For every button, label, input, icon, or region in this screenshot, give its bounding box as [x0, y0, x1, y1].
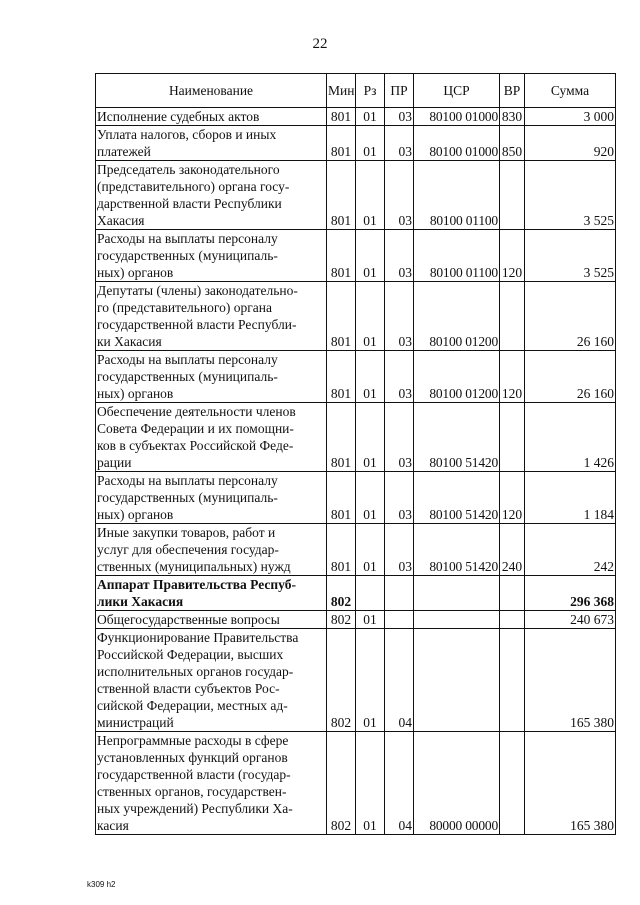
row-name-line: го (представительного) органа	[97, 300, 272, 315]
row-name	[96, 108, 327, 126]
row-name-line: дарственной власти Республики	[97, 196, 282, 211]
cell-sum: 240 673	[525, 611, 616, 629]
row-name-line: Расходы на выплаты персоналу	[97, 352, 278, 367]
row-name-line: исполнительных органов государ-	[97, 664, 294, 679]
header-min: Мин	[327, 74, 356, 108]
cell-rz: 01	[356, 611, 385, 629]
cell-vr	[500, 629, 525, 732]
cell-vr	[500, 611, 525, 629]
cell-sum: 26 160	[525, 351, 616, 403]
table-row	[96, 472, 616, 524]
row-name-line: ков в субъектах Российской Феде-	[97, 438, 294, 453]
cell-sum: 3 000	[525, 108, 616, 126]
row-name-line: Функционирование Правительства	[97, 630, 299, 645]
cell-pr: 03	[385, 161, 414, 230]
cell-vr: 120	[500, 472, 525, 524]
cell-sum: 3 525	[525, 230, 616, 282]
table-row	[96, 611, 616, 629]
page-number: 22	[312, 36, 328, 52]
cell-pr: 03	[385, 126, 414, 161]
table-row	[96, 126, 616, 161]
row-name-line: Исполнение судебных актов	[97, 109, 260, 124]
table-row	[96, 732, 616, 835]
cell-csr	[414, 576, 500, 611]
row-name-line: Совета Федерации и их помощни-	[97, 421, 294, 436]
cell-csr: 80100 51420	[414, 403, 500, 472]
row-name-line: ственной власти субъектов Рос-	[97, 681, 280, 696]
cell-pr: 03	[385, 282, 414, 351]
cell-vr: 850	[500, 126, 525, 161]
row-name-line: (представительного) органа госу-	[97, 179, 290, 194]
row-name	[96, 161, 327, 230]
row-name-line: ных) органов	[97, 265, 174, 280]
cell-rz: 01	[356, 351, 385, 403]
row-name-line: Председатель законодательного	[97, 162, 280, 177]
cell-min: 802	[327, 576, 356, 611]
row-name-line: ных учреждений) Республики Ха-	[97, 801, 293, 816]
cell-min: 801	[327, 282, 356, 351]
row-name	[96, 611, 327, 629]
cell-csr: 80100 01000	[414, 126, 500, 161]
table-row	[96, 108, 616, 126]
cell-csr: 80100 01200	[414, 351, 500, 403]
cell-min: 802	[327, 732, 356, 835]
header-name: Наименование	[96, 74, 327, 108]
cell-vr: 830	[500, 108, 525, 126]
cell-min: 801	[327, 403, 356, 472]
row-name-line: министраций	[97, 715, 174, 730]
row-name-line: Хакасия	[97, 213, 145, 228]
row-name-line: Расходы на выплаты персоналу	[97, 231, 278, 246]
cell-vr	[500, 576, 525, 611]
cell-pr: 04	[385, 629, 414, 732]
row-name	[96, 732, 327, 835]
row-name-line: ственных (муниципальных) нужд	[97, 559, 291, 574]
cell-vr	[500, 732, 525, 835]
cell-sum: 1 184	[525, 472, 616, 524]
header-rz: Рз	[356, 74, 385, 108]
row-name	[96, 126, 327, 161]
row-name-line: ных) органов	[97, 386, 174, 401]
table-row	[96, 403, 616, 472]
cell-min: 801	[327, 126, 356, 161]
row-name-line: Уплата налогов, сборов и иных	[97, 127, 277, 142]
cell-rz: 01	[356, 126, 385, 161]
cell-min: 802	[327, 629, 356, 732]
cell-csr: 80100 01200	[414, 282, 500, 351]
row-name-line: государственных (муниципаль-	[97, 369, 278, 384]
cell-pr: 04	[385, 732, 414, 835]
cell-min: 802	[327, 611, 356, 629]
cell-pr: 03	[385, 230, 414, 282]
cell-sum: 242	[525, 524, 616, 576]
row-name-line: ственных органов, государствен-	[97, 784, 287, 799]
cell-min: 801	[327, 108, 356, 126]
row-name-line: Общегосударственные вопросы	[97, 612, 280, 627]
cell-sum: 165 380	[525, 732, 616, 835]
cell-csr: 80000 00000	[414, 732, 500, 835]
table-row	[96, 629, 616, 732]
cell-vr: 120	[500, 351, 525, 403]
row-name	[96, 351, 327, 403]
table-row	[96, 524, 616, 576]
table-row	[96, 282, 616, 351]
cell-rz: 01	[356, 230, 385, 282]
cell-pr: 03	[385, 351, 414, 403]
table-body	[96, 108, 616, 835]
table-row	[96, 351, 616, 403]
row-name-line: лики Хакасия	[97, 594, 184, 609]
cell-sum: 296 368	[525, 576, 616, 611]
row-name	[96, 576, 327, 611]
cell-pr	[385, 576, 414, 611]
cell-vr: 120	[500, 230, 525, 282]
cell-min: 801	[327, 472, 356, 524]
cell-sum: 3 525	[525, 161, 616, 230]
row-name-line: услуг для обеспечения государ-	[97, 542, 279, 557]
row-name-line: государственной власти Республи-	[97, 317, 297, 332]
cell-sum: 26 160	[525, 282, 616, 351]
row-name-line: сийской Федерации, местных ад-	[97, 698, 288, 713]
cell-pr	[385, 611, 414, 629]
row-name-line: ных) органов	[97, 507, 174, 522]
row-name-line: Обеспечение деятельности членов	[97, 404, 296, 419]
cell-vr	[500, 282, 525, 351]
header-vr: ВР	[500, 74, 525, 108]
header-pr: ПР	[385, 74, 414, 108]
footer-code: k309 h2	[87, 880, 116, 889]
cell-min: 801	[327, 524, 356, 576]
row-name-line: касия	[97, 818, 129, 833]
cell-pr: 03	[385, 108, 414, 126]
cell-pr: 03	[385, 524, 414, 576]
row-name	[96, 629, 327, 732]
cell-csr: 80100 51420	[414, 472, 500, 524]
cell-vr: 240	[500, 524, 525, 576]
row-name-line: Непрограммные расходы в сфере	[97, 733, 289, 748]
row-name-line: Российской Федерации, высших	[97, 647, 284, 662]
row-name-line: Иные закупки товаров, работ и	[97, 525, 276, 540]
cell-vr	[500, 161, 525, 230]
cell-vr	[500, 403, 525, 472]
cell-sum: 1 426	[525, 403, 616, 472]
cell-csr: 80100 51420	[414, 524, 500, 576]
cell-min: 801	[327, 230, 356, 282]
cell-min: 801	[327, 161, 356, 230]
row-name	[96, 524, 327, 576]
row-name-line: Аппарат Правительства Респуб-	[97, 577, 296, 592]
cell-rz: 01	[356, 161, 385, 230]
header-csr: ЦСР	[414, 74, 500, 108]
table-row	[96, 230, 616, 282]
cell-rz	[356, 576, 385, 611]
row-name-line: Расходы на выплаты персоналу	[97, 473, 278, 488]
cell-pr: 03	[385, 472, 414, 524]
cell-sum: 165 380	[525, 629, 616, 732]
cell-csr	[414, 611, 500, 629]
row-name-line: платежей	[97, 144, 151, 159]
row-name	[96, 282, 327, 351]
cell-rz: 01	[356, 282, 385, 351]
row-name-line: государственных (муниципаль-	[97, 490, 278, 505]
cell-min: 801	[327, 351, 356, 403]
cell-rz: 01	[356, 403, 385, 472]
cell-csr: 80100 01100	[414, 161, 500, 230]
row-name-line: рации	[97, 455, 132, 470]
row-name-line: ки Хакасия	[97, 334, 162, 349]
cell-rz: 01	[356, 732, 385, 835]
budget-table	[95, 73, 616, 835]
cell-rz: 01	[356, 524, 385, 576]
cell-csr: 80100 01000	[414, 108, 500, 126]
row-name-line: установленных функций органов	[97, 750, 288, 765]
cell-rz: 01	[356, 629, 385, 732]
table-row	[96, 576, 616, 611]
header-sum: Сумма	[525, 74, 616, 108]
cell-rz: 01	[356, 472, 385, 524]
cell-rz: 01	[356, 108, 385, 126]
table-header-row	[96, 74, 616, 108]
row-name-line: государственных (муниципаль-	[97, 248, 278, 263]
row-name	[96, 230, 327, 282]
row-name-line: государственной власти (государ-	[97, 767, 291, 782]
cell-csr: 80100 01100	[414, 230, 500, 282]
cell-sum: 920	[525, 126, 616, 161]
table-row	[96, 161, 616, 230]
row-name-line: Депутаты (члены) законодательно-	[97, 283, 298, 298]
row-name	[96, 472, 327, 524]
cell-csr	[414, 629, 500, 732]
row-name	[96, 403, 327, 472]
cell-pr: 03	[385, 403, 414, 472]
